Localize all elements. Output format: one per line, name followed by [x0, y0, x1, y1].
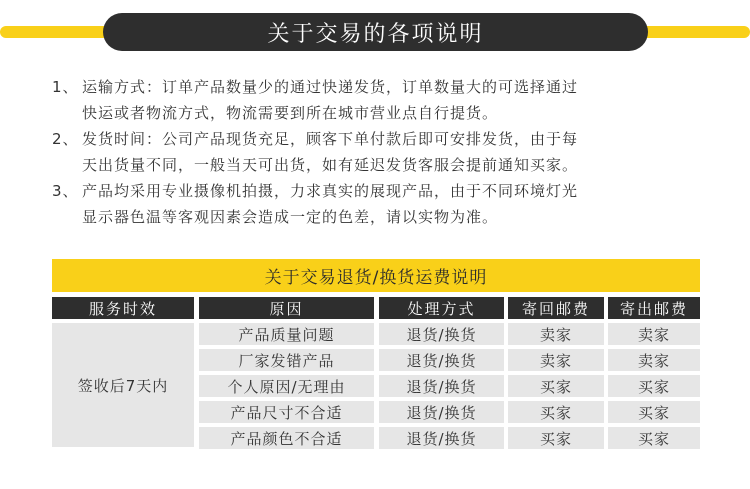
table-title: 关于交易退货/换货运费说明 — [52, 259, 700, 292]
rule-text: 发货时间：公司产品现货充足，顾客下单付款后即可安排发货，由于每 — [82, 130, 579, 148]
rule-item — [52, 74, 712, 126]
reason-cell: 产品质量问题 — [199, 323, 374, 345]
return-fee-cell: 买家 — [508, 401, 604, 423]
reason-cell: 厂家发错产品 — [199, 349, 374, 371]
rule-text: 天出货量不同，一般当天可出货，如有延迟发货客服会提前通知买家。 — [82, 156, 579, 174]
send-fee-cell: 卖家 — [608, 349, 700, 371]
return-fee-cell: 买家 — [508, 427, 604, 449]
reason-cell: 产品颜色不合适 — [199, 427, 374, 449]
return-fee-cell: 买家 — [508, 375, 604, 397]
reason-cell: 个人原因/无理由 — [199, 375, 374, 397]
rule-item — [52, 126, 712, 178]
method-cell: 退货/换货 — [379, 323, 504, 345]
rules-list — [52, 74, 712, 230]
send-fee-cell: 买家 — [608, 427, 700, 449]
column-header-return-fee: 寄回邮费 — [508, 297, 604, 319]
send-fee-cell: 买家 — [608, 401, 700, 423]
column-header-timeframe: 服务时效 — [52, 297, 194, 319]
header-banner — [0, 13, 750, 51]
rule-text: 快运或者物流方式，物流需要到所在城市营业点自行提货。 — [82, 104, 499, 122]
page-title: 关于交易的各项说明 — [103, 13, 648, 51]
method-cell: 退货/换货 — [379, 401, 504, 423]
method-cell: 退货/换货 — [379, 375, 504, 397]
send-fee-cell: 卖家 — [608, 323, 700, 345]
rule-text: 显示器色温等客观因素会造成一定的色差，请以实物为准。 — [82, 208, 499, 226]
column-header-send-fee: 寄出邮费 — [608, 297, 700, 319]
column-header-method: 处理方式 — [379, 297, 504, 319]
send-fee-cell: 买家 — [608, 375, 700, 397]
rule-number: 2、 — [52, 130, 79, 148]
rule-number: 3、 — [52, 182, 79, 200]
column-header-reason: 原因 — [199, 297, 374, 319]
rule-item — [52, 178, 712, 230]
timeframe-cell: 签收后7天内 — [52, 323, 194, 447]
rule-number: 1、 — [52, 78, 79, 96]
rule-text: 运输方式：订单产品数量少的通过快递发货，订单数量大的可选择通过 — [82, 78, 579, 96]
method-cell: 退货/换货 — [379, 427, 504, 449]
return-fee-cell: 卖家 — [508, 349, 604, 371]
method-cell: 退货/换货 — [379, 349, 504, 371]
rule-text: 产品均采用专业摄像机拍摄，力求真实的展现产品，由于不同环境灯光 — [82, 182, 579, 200]
return-fee-cell: 卖家 — [508, 323, 604, 345]
reason-cell: 产品尺寸不合适 — [199, 401, 374, 423]
